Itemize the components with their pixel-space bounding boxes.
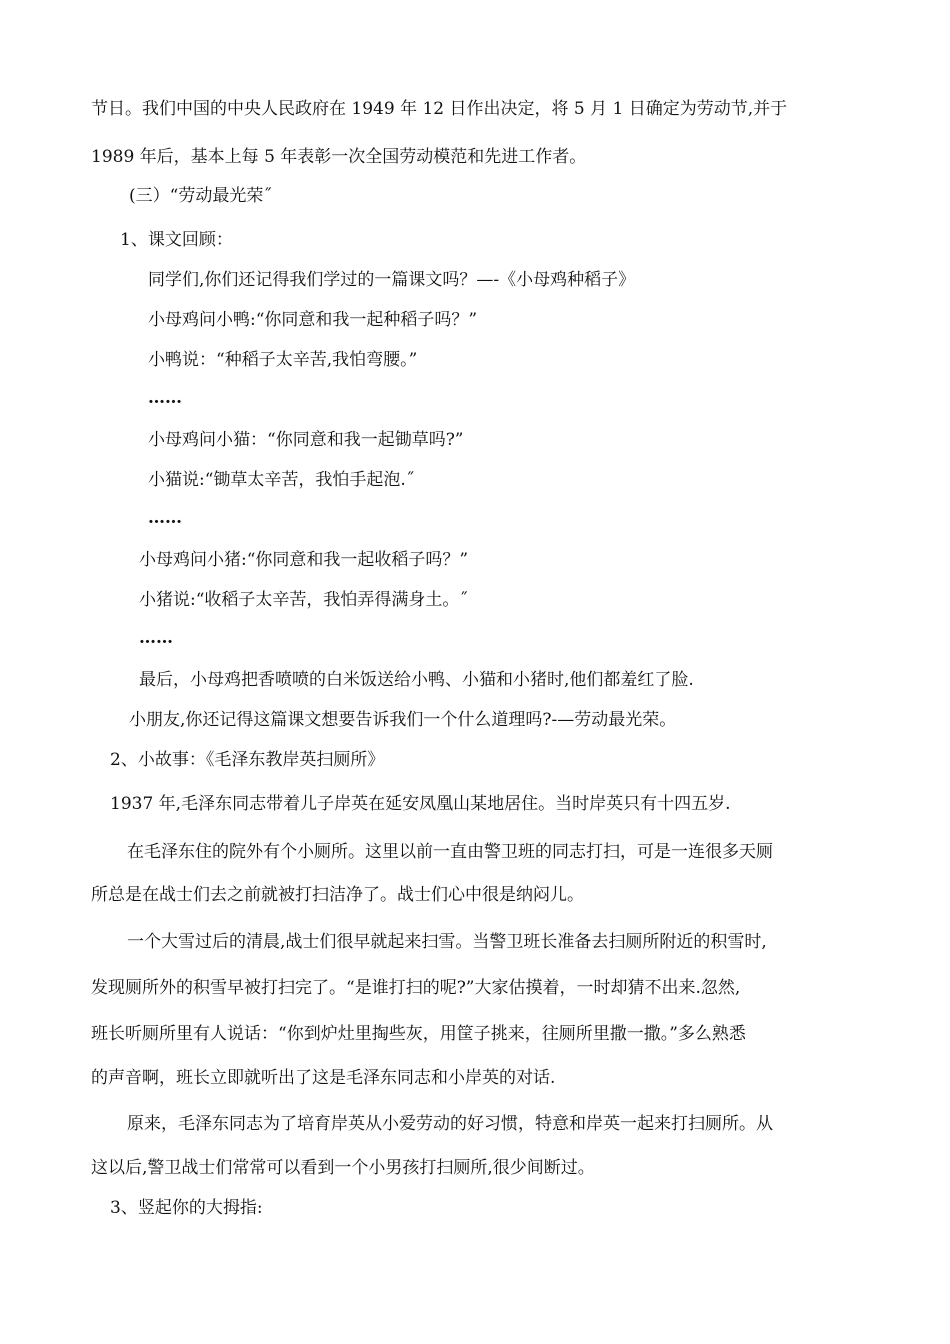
dialogue-line: 小猪说:“收稻子太辛苦，我怕弄得满身土。˝: [139, 590, 468, 610]
paragraph-line: 原来，毛泽东同志为了培育岸英从小爱劳动的好习惯，特意和岸英一起来打扫厕所。从: [127, 1114, 773, 1134]
paragraph-line: 的声音啊，班长立即就听出了这是毛泽东同志和小岸英的对话.: [91, 1068, 556, 1088]
paragraph-line: 1937 年,毛泽东同志带着儿子岸英在延安凤凰山某地居住。当时岸英只有十四五岁.: [110, 794, 731, 814]
paragraph-line: 节日。我们中国的中央人民政府在 1949 年 12 日作出决定，将 5 月 1 日确定为劳动节,并于: [91, 99, 788, 119]
dialogue-line: 小鸭说：“种稻子太辛苦,我怕弯腰。”: [148, 350, 418, 370]
dialogue-line: 小猫说:“锄草太辛苦，我怕手起泡.˝: [148, 470, 415, 490]
paragraph-line: 这以后,警卫战士们常常可以看到一个小男孩打扫厕所,很少间断过。: [91, 1158, 595, 1178]
paragraph-line: 班长听厕所里有人说话：“你到炉灶里掏些灰，用筐子挑来，往厕所里撒一撒。”多么熟悉: [91, 1024, 746, 1044]
subsection-heading: 2、小故事：《毛泽东教岸英扫厕所》: [110, 750, 385, 770]
dialogue-line: 小母鸡问小猪:“你同意和我一起收稻子吗？”: [139, 550, 469, 570]
ellipsis-line: ……: [148, 388, 182, 408]
paragraph-line: 在毛泽东住的院外有个小厕所。这里以前一直由警卫班的同志打扫，可是一连很多天厕: [127, 842, 773, 862]
subsection-heading: 3、竖起你的大拇指:: [110, 1198, 263, 1218]
subsection-heading: 1、课文回顾：: [120, 230, 233, 250]
section-heading: (三）“劳动最光荣˝: [129, 186, 272, 206]
paragraph-line: 小朋友,你还记得这篇课文想要告诉我们一个什么道理吗?-—劳动最光荣。: [129, 710, 677, 730]
paragraph-line: 最后，小母鸡把香喷喷的白米饭送给小鸭、小猫和小猪时,他们都羞红了脸.: [139, 670, 694, 690]
ellipsis-line: ……: [148, 508, 182, 528]
ellipsis-line: ……: [139, 628, 173, 648]
dialogue-line: 小母鸡问小猫：“你同意和我一起锄草吗?”: [148, 430, 464, 450]
paragraph-line: 同学们,你们还记得我们学过的一篇课文吗？—-《小母鸡种稻子》: [148, 270, 636, 290]
paragraph-line: 所总是在战士们去之前就被打扫洁净了。战士们心中很是纳闷儿。: [91, 885, 584, 905]
dialogue-line: 小母鸡问小鸭:“你同意和我一起种稻子吗？”: [148, 310, 478, 330]
paragraph-line: 1989 年后，基本上每 5 年表彰一次全国劳动模范和先进工作者。: [91, 147, 587, 167]
paragraph-line: 发现厕所外的积雪早被打扫完了。“是谁打扫的呢?”大家估摸着，一时却猜不出来.忽然,: [91, 978, 741, 998]
paragraph-line: 一个大雪过后的清晨,战士们很早就起来扫雪。当警卫班长准备去扫厕所附近的积雪时,: [127, 932, 767, 952]
